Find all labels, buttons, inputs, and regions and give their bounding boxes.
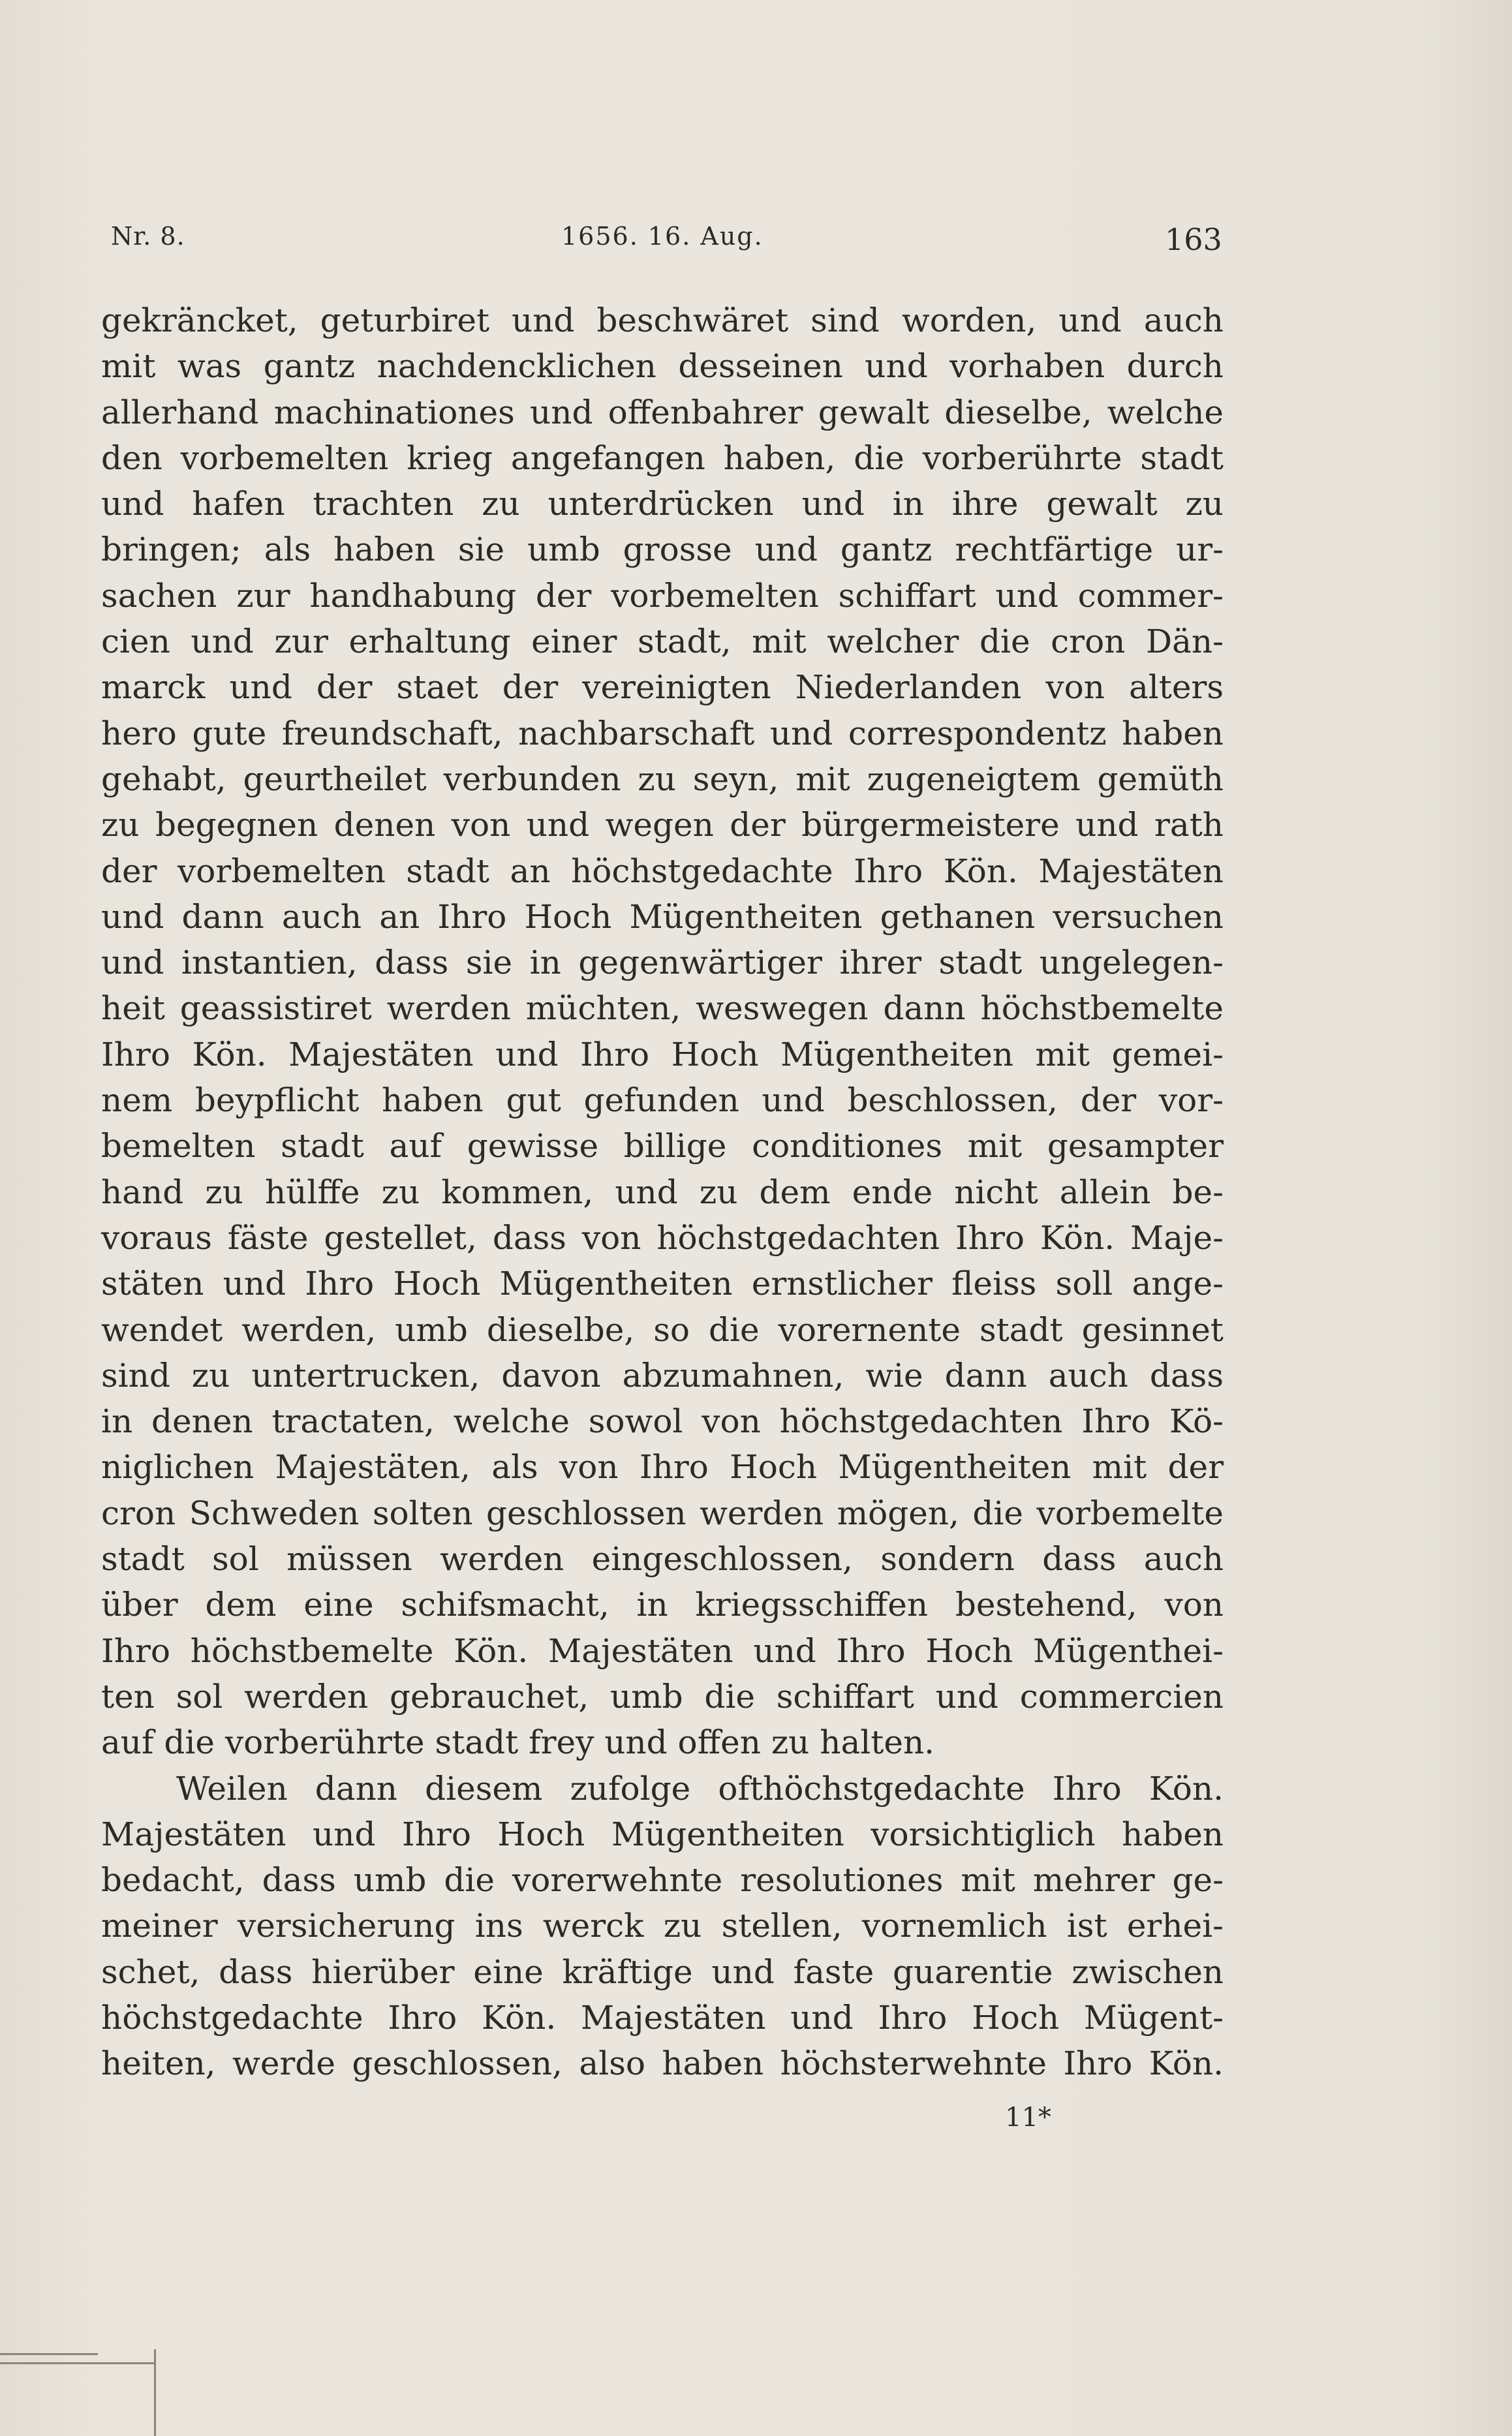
- text-line: und instantien, dass sie in gegenwärtiger ihrer stadt ungelegen-: [101, 944, 1224, 982]
- text-line: sind zu untertrucken, davon abzumahnen, wie dann auch dass: [101, 1356, 1224, 1395]
- text-line: niglichen Majestäten, als von Ihro Hoch Mügentheiten mit der: [101, 1448, 1224, 1487]
- page-edge-mark: [0, 2362, 154, 2364]
- text-line: gehabt, geurtheilet verbunden zu seyn, mit zugeneigtem gemüth: [101, 760, 1224, 798]
- document-number: Nr. 8.: [111, 222, 185, 251]
- text-line: und hafen trachten zu unterdrücken und in ihre gewalt zu: [101, 485, 1224, 523]
- text-line: heiten, werde geschlossen, also haben höchsterwehnte Ihro Kön.: [101, 2044, 1224, 2083]
- text-line: zu begegnen denen von und wegen der bürgermeistere und rath: [101, 806, 1224, 844]
- text-line: allerhand machinationes und offenbahrer gewalt dieselbe, welche: [101, 393, 1224, 431]
- page-number: 163: [1165, 222, 1222, 257]
- text-line: nem beypflicht haben gut gefunden und beschlossen, der vor-: [101, 1081, 1224, 1120]
- text-line: heit geassistiret werden müchten, weswegen dann höchstbemelte: [101, 989, 1224, 1028]
- text-line: Majestäten und Ihro Hoch Mügentheiten vorsichtiglich haben: [101, 1815, 1224, 1853]
- page-edge-mark: [0, 2353, 98, 2355]
- text-line: Ihro höchstbemelte Kön. Majestäten und Ihro Hoch Mügenthei-: [101, 1631, 1224, 1670]
- text-line: bemelten stadt auf gewisse billige conditiones mit gesampter: [101, 1127, 1224, 1165]
- text-line: mit was gantz nachdencklichen desseinen und vorhaben durch: [101, 347, 1224, 386]
- text-line: sachen zur handhabung der vorbemelten schiffart und commer-: [101, 576, 1224, 615]
- text-line: wendet werden, umb dieselbe, so die vorernente stadt gesinnet: [101, 1310, 1224, 1349]
- text-line: hand zu hülffe zu kommen, und zu dem ende nicht allein be-: [101, 1173, 1224, 1211]
- text-line: der vorbemelten stadt an höchstgedachte Ihro Kön. Majestäten: [101, 852, 1224, 890]
- text-line: den vorbemelten krieg angefangen haben, die vorberührte stadt: [101, 439, 1224, 477]
- text-line: voraus fäste gestellet, dass von höchstgedachten Ihro Kön. Maje-: [101, 1218, 1224, 1257]
- signature-mark: 11*: [1005, 2103, 1051, 2133]
- text-line: cien und zur erhaltung einer stadt, mit welcher die cron Dän-: [101, 623, 1224, 661]
- text-line: ten sol werden gebrauchet, umb die schiffart und commercien: [101, 1677, 1224, 1716]
- text-line: schet, dass hierüber eine kräftige und faste guarentie zwischen: [101, 1952, 1224, 1991]
- text-line: hero gute freundschaft, nachbarschaft und correspondentz haben: [101, 714, 1224, 752]
- text-line: gekräncket, geturbiret und beschwäret sind worden, und auch: [101, 301, 1224, 339]
- running-header: [111, 222, 1220, 261]
- text-line: stadt sol müssen werden eingeschlossen, sondern dass auch: [101, 1540, 1224, 1579]
- document-date: 1656. 16. Aug.: [561, 222, 764, 251]
- paragraph-end-line: auf die vorberührte stadt frey und offen zu halten.: [101, 1723, 935, 1762]
- text-line: cron Schweden solten geschlossen werden mögen, die vorbemelte: [101, 1494, 1224, 1532]
- text-line: bringen; als haben sie umb grosse und gantz rechtfärtige ur-: [101, 531, 1224, 569]
- text-line: und dann auch an Ihro Hoch Mügentheiten gethanen versuchen: [101, 897, 1224, 936]
- text-line: stäten und Ihro Hoch Mügentheiten ernstlicher fleiss soll ange-: [101, 1265, 1224, 1303]
- paragraph-start-line: Weilen dann diesem zufolge ofthöchstgedachte Ihro Kön.: [176, 1769, 1224, 1808]
- text-line: in denen tractaten, welche sowol von höchstgedachten Ihro Kö-: [101, 1402, 1224, 1441]
- text-line: höchstgedachte Ihro Kön. Majestäten und Ihro Hoch Mügent-: [101, 1998, 1224, 2037]
- text-line: bedacht, dass umb die vorerwehnte resolutiones mit mehrer ge-: [101, 1861, 1224, 1900]
- text-line: über dem eine schifsmacht, in kriegsschiffen bestehend, von: [101, 1586, 1224, 1624]
- page-edge-mark: [154, 2349, 156, 2436]
- text-line: Ihro Kön. Majestäten und Ihro Hoch Mügentheiten mit gemei-: [101, 1035, 1224, 1073]
- body-text: [101, 298, 1224, 2087]
- text-line: meiner versicherung ins werck zu stellen, vornemlich ist erhei-: [101, 1907, 1224, 1945]
- text-line: marck und der staet der vereinigten Niederlanden von alters: [101, 668, 1224, 707]
